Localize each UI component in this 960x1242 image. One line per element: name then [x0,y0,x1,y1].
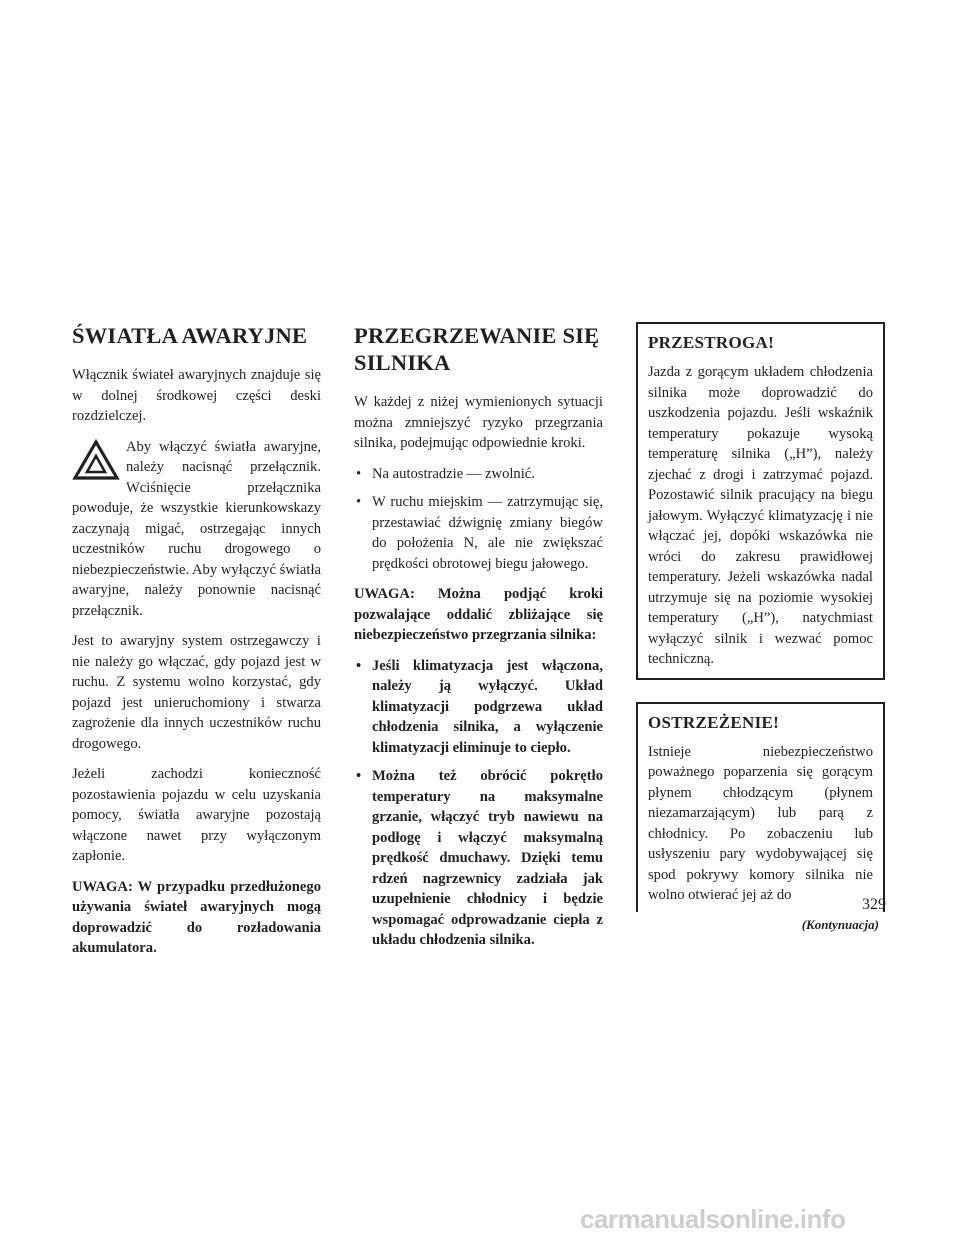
page-number: 329 [862,896,886,913]
paragraph: Jest to awaryjny system ostrzegawczy i nie należy go włączać, gdy pojazd jest w ruchu. Z systemu wolno korzystać, gdy pojazd jest unieruchomiony i stwarza zagrożenie dla innych uczestników ruchu drogowego. [72,633,321,752]
paragraph: W każdej z niżej wymienionych sytuacji można zmniejszyć ryzyko przegrzania silnika, podejmując odpowiednie kroki. [354,394,603,451]
caution-box [636,322,885,680]
paragraph: Jeżeli zachodzi konieczność pozostawienia pojazdu w celu uzyskania pomocy, światła awaryjne pozostają włączone nawet przy wyłączonym zapłonie. [72,766,321,864]
column-right [636,322,885,934]
list-item: • Można też obrócić pokrętło temperatury na maksymalne grzanie, włączyć tryb nawiewu na podłogę i włączyć maksymalną prędkość dmuchawy. Dzięki temu rdzeń nagrzewnicy zadziała jak uzupełnienie chłodnicy i będzie wspomagać odprowadzanie ciepła z układu chłodzenia silnika. [356,768,603,948]
column-left [72,322,321,969]
section-title-overheating: PRZEGRZEWANIE SIĘ SILNIKA [354,323,600,375]
paragraph-text: Aby włączyć światła awaryjne, należy nacisnąć przełącznik. Wciśnięcie przełącznika powoduje, że wszystkie kierunkowskazy zaczynają migać, ostrzegając innych uczestników ruchu drogowego o niebezpieczeństwie. Aby wyłączyć światła awaryjne, należy ponownie nacisnąć przełącznik. [72,438,321,619]
section-title-hazard-lights: ŚWIATŁA AWARYJNE [72,323,308,348]
list-item: • W ruchu miejskim — zatrzymując się, przestawiać dźwignię zmiany biegów do położenia N, ale nie zwiększać prędkości obrotowej biegu jałowego. [356,494,603,572]
continued-label: (Kontynuacja) [801,916,879,932]
caution-title: PRZESTROGA! [648,333,775,352]
paragraph: Włącznik świateł awaryjnych znajduje się w dolnej środkowej części deski rozdzielczej. [72,367,321,424]
hazard-triangle-icon [72,439,120,481]
column-middle [354,322,603,961]
bullet-list [354,464,603,575]
warning-text: Istnieje niebezpieczeństwo poważnego poparzenia się gorącym płynem chłodzącym (płynem niezamarzającym) lub parą z chłodnicy. Po zobaczeniu lub usłyszeniu pary wydobywającej się spod pokrywy komory silnika nie wolno otwierać jej aż do [648,743,873,903]
list-item: • Jeśli klimatyzacja jest włączona, należy ją wyłączyć. Układ klimatyzacji podgrzewa układ chłodzenia silnika, a wyłączenie klimatyzacji eliminuje to ciepło. [356,657,603,756]
note: UWAGA: Można podjąć kroki pozwalające oddalić zbliżające się niebezpieczeństwo przegrzania silnika: [354,586,603,643]
warning-box [636,702,885,912]
paragraph-with-icon [72,437,321,622]
watermark: carmanualsonline.info [580,1204,846,1234]
caution-text: Jazda z gorącym układem chłodzenia silnika może doprowadzić do uszkodzenia pojazdu. Jeśli wskaźnik temperatury pokazuje wysoką temperaturę silnika („H”), należy zjechać z drogi i zatrzymać pojazd. Pozostawić silnik pracujący na biegu jałowym. Wyłączyć klimatyzację i nie włączać jej, dopóki wskazówka nie wróci do zakresu prawidłowej temperatury. Jeżeli wskazówka nadal utrzymuje się na poziomie wysokiej temperatury („H”), natychmiast wyłączyć silnik i wezwać pomoc techniczną. [648,364,873,667]
warning-title: OSTRZEŻENIE! [648,712,780,732]
note: UWAGA: W przypadku przedłużonego używania świateł awaryjnych mogą doprowadzić do rozładowania akumulatora. [72,878,321,956]
bold-bullet-list [354,656,603,951]
list-item: • Na autostradzie — zwolnić. [356,465,535,482]
